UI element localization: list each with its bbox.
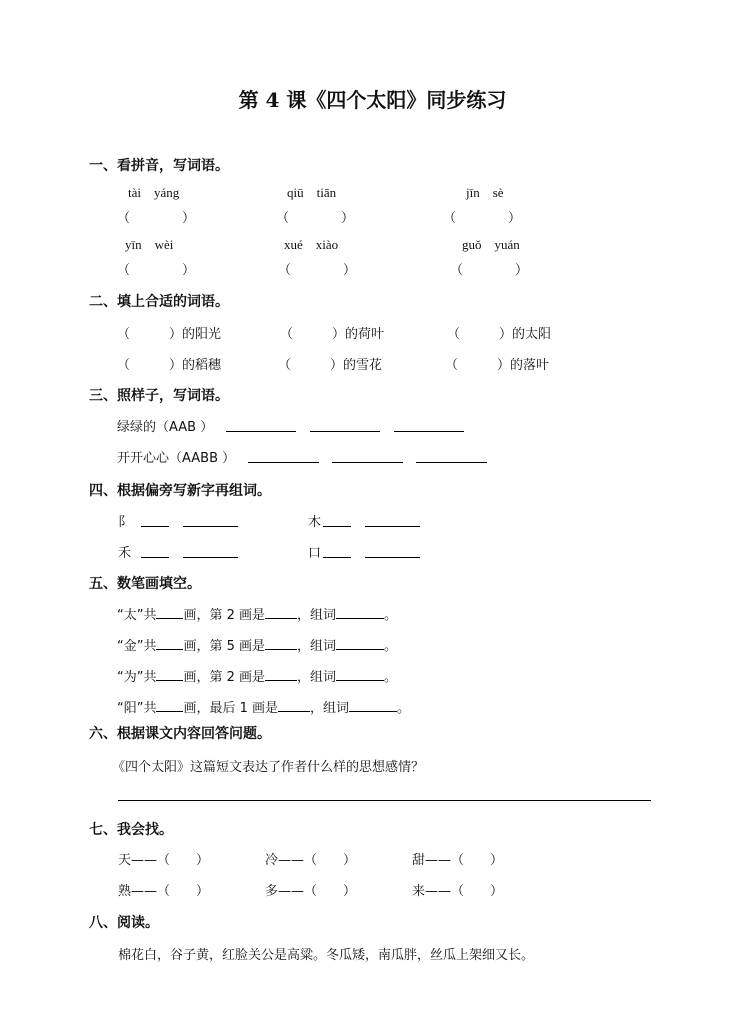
stroke-row-text: 画，第 5 画是 — [183, 639, 266, 654]
section-5-heading: 五、数笔画填空。 — [89, 576, 201, 592]
stroke-row-char: “阳”共 — [117, 701, 157, 716]
example-aabb: 开开心心（AABB ） — [117, 451, 236, 466]
answer-paren[interactable]: （ ） — [117, 211, 196, 226]
phrase: 的阳光 — [182, 327, 222, 342]
answer-paren[interactable]: （ ） — [276, 211, 355, 226]
blank-line[interactable] — [349, 698, 397, 712]
blank-line[interactable] — [310, 431, 380, 432]
answer-paren[interactable]: （ ） — [447, 327, 513, 342]
section-1-heading: 一、看拼音，写词语。 — [89, 158, 229, 174]
blank-line[interactable] — [278, 698, 310, 712]
blank-line[interactable] — [416, 462, 487, 463]
stroke-row-text: ，组词 — [297, 639, 337, 654]
blank-line[interactable] — [336, 667, 384, 681]
antonym-item[interactable]: 来——（ ） — [412, 884, 504, 899]
stroke-row-end: 。 — [384, 608, 398, 623]
antonym-item[interactable]: 天——（ ） — [118, 853, 210, 868]
phrase: 的雪花 — [343, 358, 383, 373]
antonym-item[interactable]: 熟——（ ） — [118, 884, 210, 899]
blank-line[interactable] — [336, 636, 384, 650]
radical-mu: 木 — [308, 515, 322, 530]
antonym-item[interactable]: 冷——（ ） — [265, 853, 357, 868]
stroke-row-text: 画，第 2 画是 — [183, 670, 266, 685]
stroke-row-text: 画，第 2 画是 — [183, 608, 266, 623]
section-6-heading: 六、根据课文内容回答问题。 — [89, 726, 271, 742]
answer-paren[interactable]: （ ） — [280, 327, 346, 342]
stroke-row-text: 画，最后 1 画是 — [183, 701, 279, 716]
section-4-heading: 四、根据偏旁写新字再组词。 — [89, 483, 271, 499]
blank-line[interactable] — [141, 557, 169, 558]
radical-kou: 口 — [308, 546, 322, 561]
blank-line[interactable] — [323, 557, 351, 558]
stroke-row-text: ，组词 — [297, 608, 337, 623]
stroke-row — [117, 697, 410, 716]
blank-line[interactable] — [265, 636, 297, 650]
stroke-row-char: “金”共 — [117, 639, 157, 654]
answer-paren[interactable]: （ ） — [117, 327, 183, 342]
stroke-row — [117, 666, 397, 685]
answer-paren[interactable]: （ ） — [117, 358, 183, 373]
blank-line[interactable] — [156, 667, 183, 681]
phrase: 的稻穗 — [182, 358, 222, 373]
pinyin-guoyuan: guǒ yuán — [462, 237, 520, 252]
blank-line[interactable] — [394, 431, 464, 432]
page-title: 第 4 课《四个太阳》同步练习 — [238, 88, 507, 112]
section-8-heading: 八、阅读。 — [89, 915, 159, 931]
blank-line[interactable] — [248, 462, 319, 463]
question-text: 《四个太阳》这篇短文表达了作者什么样的思想感情？ — [112, 760, 425, 775]
answer-paren[interactable]: （ ） — [278, 358, 344, 373]
radical-he: 禾 — [118, 546, 132, 561]
section-3-heading: 三、照样子，写词语。 — [89, 388, 229, 404]
answer-line[interactable] — [118, 800, 651, 801]
stroke-row-text: ，组词 — [310, 701, 350, 716]
stroke-row-text: ，组词 — [297, 670, 337, 685]
blank-line[interactable] — [332, 462, 403, 463]
phrase: 的太阳 — [512, 327, 552, 342]
stroke-row — [117, 635, 397, 654]
answer-paren[interactable]: （ ） — [278, 263, 357, 278]
answer-paren[interactable]: （ ） — [443, 211, 522, 226]
answer-paren[interactable]: （ ） — [445, 358, 511, 373]
stroke-row-end: 。 — [384, 670, 398, 685]
blank-line[interactable] — [156, 698, 183, 712]
blank-line[interactable] — [265, 667, 297, 681]
stroke-row-char: “为”共 — [117, 670, 157, 685]
stroke-row-end: 。 — [384, 639, 398, 654]
antonym-item[interactable]: 多——（ ） — [265, 884, 357, 899]
antonym-item[interactable]: 甜——（ ） — [412, 853, 504, 868]
answer-paren[interactable]: （ ） — [450, 263, 529, 278]
blank-line[interactable] — [156, 636, 183, 650]
example-aab: 绿绿的（AAB ） — [117, 420, 214, 435]
section-2-heading: 二、填上合适的词语。 — [89, 294, 229, 310]
phrase: 的落叶 — [510, 358, 550, 373]
stroke-row-end: 。 — [397, 701, 411, 716]
pinyin-taiyang: tài yáng — [128, 185, 180, 200]
blank-line[interactable] — [141, 526, 169, 527]
pinyin-qiutian: qiū tiān — [287, 185, 337, 200]
stroke-row — [117, 604, 397, 623]
blank-line[interactable] — [323, 526, 351, 527]
radical-fu: 阝 — [118, 515, 132, 530]
phrase: 的荷叶 — [345, 327, 385, 342]
reading-passage: 棉花白，谷子黄，红脸关公是高粱。冬瓜矮，南瓜胖，丝瓜上架细又长。 — [118, 948, 535, 963]
pinyin-yinwei: yīn wèi — [125, 237, 174, 252]
stroke-row-char: “太”共 — [117, 608, 157, 623]
blank-line[interactable] — [183, 526, 238, 527]
blank-line[interactable] — [365, 557, 420, 558]
blank-line[interactable] — [336, 605, 384, 619]
blank-line[interactable] — [226, 431, 296, 432]
blank-line[interactable] — [183, 557, 238, 558]
pinyin-xuexiao: xué xiào — [284, 237, 339, 252]
answer-paren[interactable]: （ ） — [117, 263, 196, 278]
blank-line[interactable] — [156, 605, 183, 619]
blank-line[interactable] — [365, 526, 420, 527]
pinyin-jinse: jīn sè — [466, 185, 504, 200]
section-7-heading: 七、我会找。 — [89, 822, 173, 838]
blank-line[interactable] — [265, 605, 297, 619]
